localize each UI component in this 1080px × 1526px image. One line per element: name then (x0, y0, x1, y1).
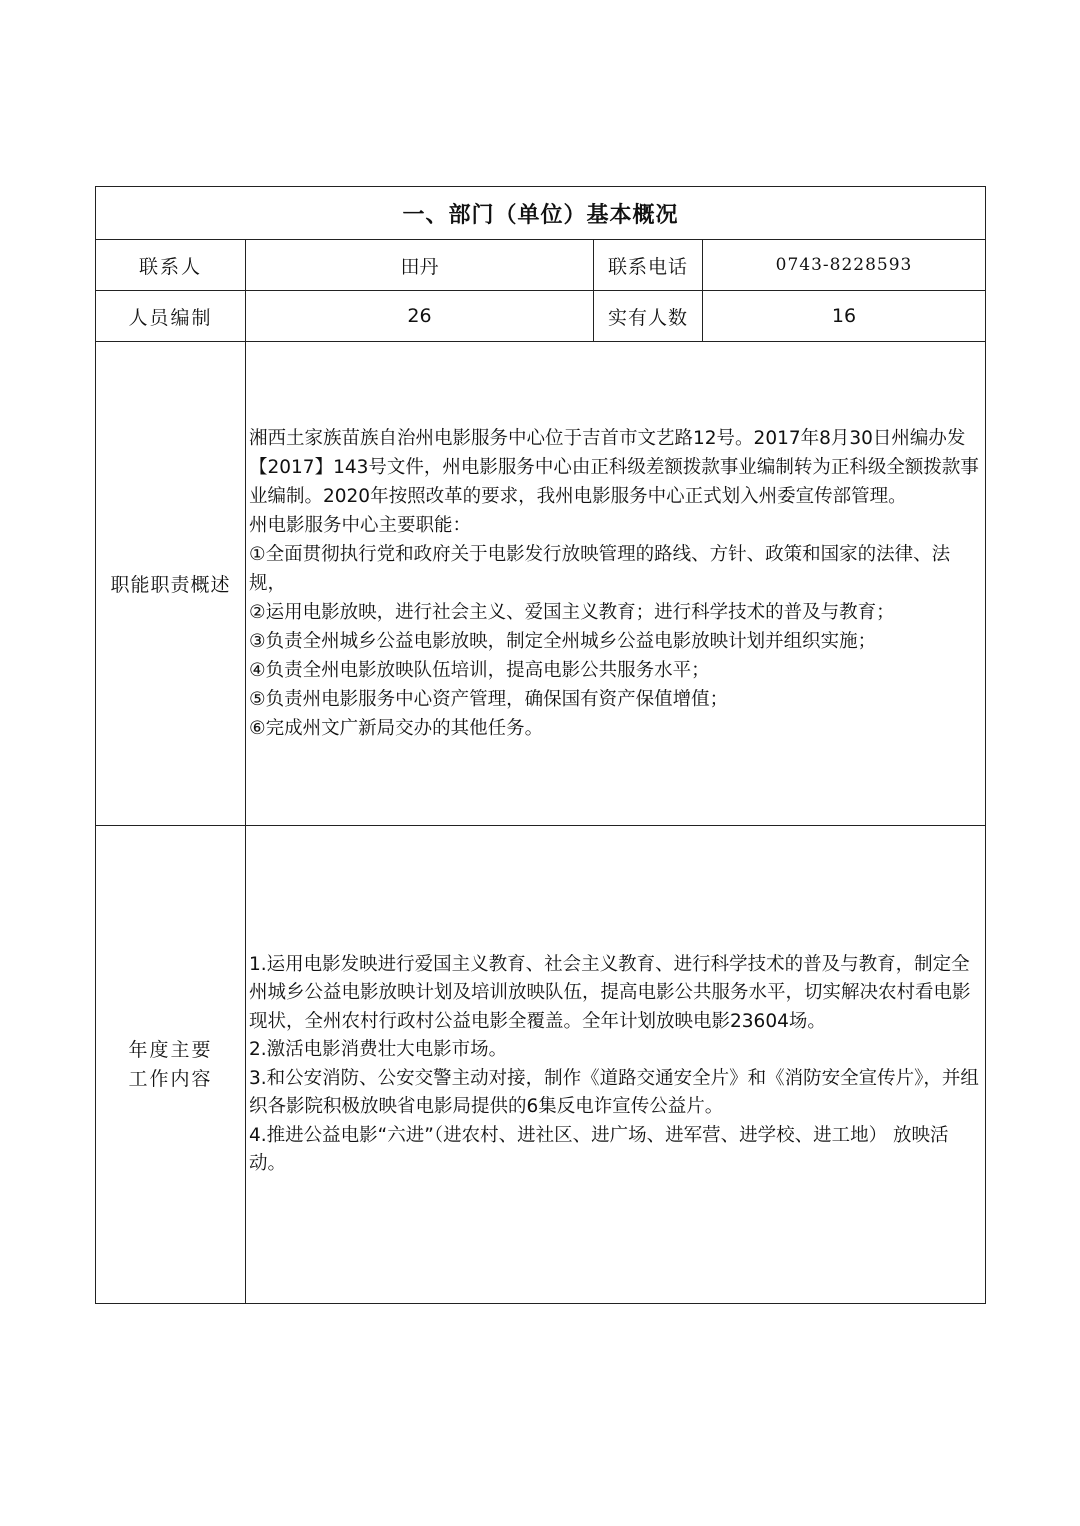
staff-quota-value: 26 (246, 291, 594, 342)
duties-paragraph: ③负责全州城乡公益电影放映，制定全州城乡公益电影放映计划并组织实施； (249, 631, 877, 652)
phone-label: 联系电话 (594, 240, 703, 291)
phone-value: 0743-8228593 (703, 240, 986, 291)
actual-staff-label: 实有人数 (594, 291, 703, 342)
duties-paragraph: ⑤负责州电影服务中心资产管理，确保国有资产保值增值； (249, 689, 729, 710)
annual-work-label (96, 826, 246, 1304)
duties-label: 职能职责概述 (96, 342, 246, 826)
duties-paragraph: ②运用电影放映，进行社会主义、爱国主义教育；进行科学技术的普及与教育； (249, 602, 895, 623)
annual-work-paragraph: 3.和公安消防、公安交警主动对接，制作《道路交通安全片》和《消防安全宣传片》，并组织各影院积极放映省电影局提供的6集反电诈宣传公益片。 (249, 1067, 979, 1117)
duties-paragraph: 湘西土家族苗族自治州电影服务中心位于吉首市文艺路12号。2017年8月30日州编办发【2017】143号文件，州电影服务中心由正科级差额拨款事业编制转为正科级全额拨款事业编制。2020年按照改革的要求，我州电影服务中心正式划入州委宣传部管理。 (249, 428, 979, 507)
duties-content (246, 342, 986, 826)
basic-info-table (95, 186, 986, 1304)
actual-staff-value: 16 (703, 291, 986, 342)
annual-work-label-line2: 工作内容 (128, 1067, 213, 1090)
contact-label: 联系人 (96, 240, 246, 291)
annual-work-paragraph: 2.激活电影消费壮大电影市场。 (249, 1039, 508, 1060)
annual-work-paragraph: 4.推进公益电影“六进”（进农村、进社区、进广场、进军营、进学校、进工地） 放映活动。 (249, 1124, 949, 1174)
duties-paragraph: 州电影服务中心主要职能： (249, 515, 472, 536)
duties-paragraph: ⑥完成州文广新局交办的其他任务。 (249, 718, 544, 739)
table-title: 一、部门（单位）基本概况 (96, 187, 986, 240)
annual-work-label-line1: 年度主要 (128, 1038, 213, 1061)
duties-paragraph: ④负责全州电影放映队伍培训，提高电影公共服务水平； (249, 660, 710, 681)
annual-work-content (246, 826, 986, 1304)
duties-paragraph: ①全面贯彻执行党和政府关于电影发行放映管理的路线、方针、政策和国家的法律、法规， (249, 544, 951, 594)
contact-value: 田丹 (246, 240, 594, 291)
annual-work-paragraph: 1.运用电影发映进行爱国主义教育、社会主义教育、进行科学技术的普及与教育，制定全州城乡公益电影放映计划及培训放映队伍，提高电影公共服务水平，切实解决农村看电影现状，全州农村行政村公益电影全覆盖。全年计划放映电影23604场。 (249, 953, 971, 1032)
staff-quota-label: 人员编制 (96, 291, 246, 342)
